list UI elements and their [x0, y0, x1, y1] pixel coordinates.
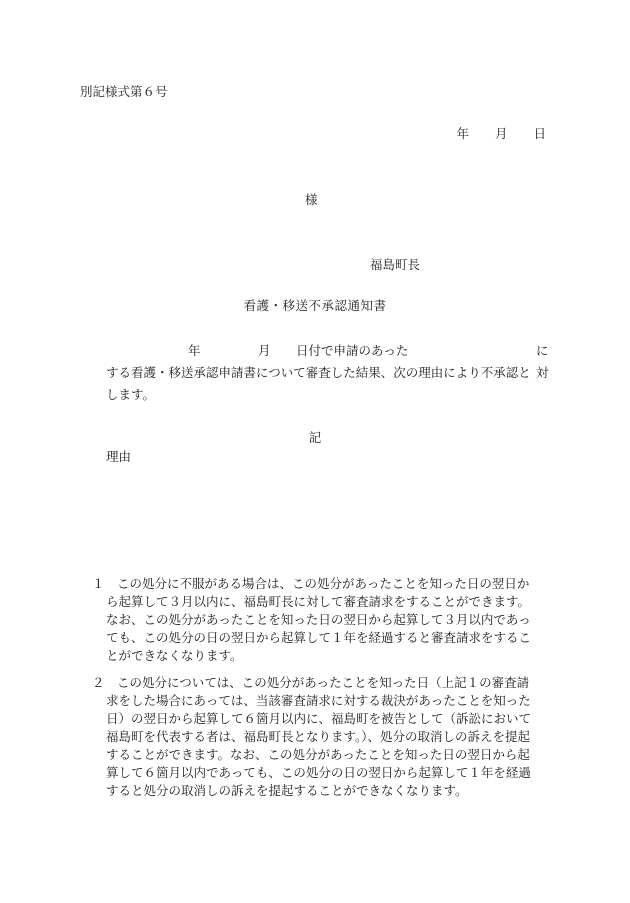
ki-heading: 記 [308, 430, 322, 445]
date-day-label: 日 [533, 126, 546, 141]
appeal-note-1 [92, 575, 554, 665]
note-line: することができます。なお、この処分があったことを知った日の翌日から起 [106, 747, 530, 762]
body-line1-end: に対 [536, 343, 549, 380]
note-line: ても、この処分の日の翌日から起算して１年を経過すると審査請求をするこ [106, 630, 532, 645]
body-year-label: 年 [188, 343, 201, 358]
note-line: ら起算して３月以内に、福島町長に対して審査請求をすることができます。 [106, 594, 531, 609]
appeal-note-2 [92, 674, 554, 800]
addressee-suffix: 様 [305, 192, 318, 207]
body-line-2: する看護・移送承認申請書について審査した結果、次の理由により不承認と [106, 365, 531, 380]
note-line: すると処分の取消しの訴えを提起することができなくなります。 [106, 783, 468, 798]
note-line: ２ この処分については、この処分があったことを知った日（上記１の審査請 [92, 675, 530, 690]
body-paragraph [100, 340, 550, 406]
date-year-label: 年 [456, 126, 469, 141]
body-month-label: 月 [258, 343, 271, 358]
note-line: 福島町を代表する者は、福島町長となります。）、処分の取消しの訴えを提起 [106, 729, 531, 744]
document-title: 看護・移送不承認通知書 [243, 298, 387, 313]
note-line: １ この処分に不服がある場合は、この処分があったことを知った日の翌日か [92, 576, 530, 591]
note-line: 算して６箇月以内であっても、この処分の日の翌日から起算して１年を経過 [106, 765, 531, 780]
body-application-text: 日付で申請のあった [296, 343, 409, 358]
date-month-label: 月 [494, 126, 508, 141]
form-number: 別記様式第６号 [80, 84, 168, 99]
note-line: なお、この処分があったことを知った日の翌日から起算して３月以内であっ [106, 612, 531, 627]
note-line: とができなくなります。 [106, 648, 243, 663]
reason-label: 理由 [106, 449, 132, 464]
issuer-name: 福島町長 [370, 257, 421, 272]
issue-date [456, 124, 546, 142]
note-line: 日）の翌日から起算して６箇月以内に、福島町を被告として（訴訟において [106, 711, 532, 726]
body-line-3: します。 [106, 387, 156, 402]
note-line: 求をした場合にあっては、当該審査請求に対する裁決があったことを知った [106, 693, 531, 708]
